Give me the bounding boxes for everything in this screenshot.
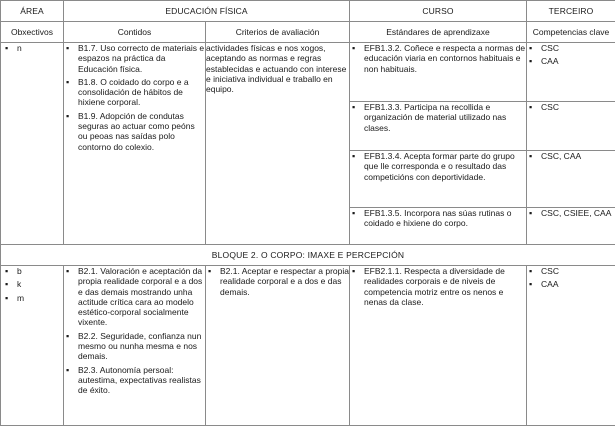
criteria-header: Criterios de avaliación [206,22,350,43]
standard-cell [350,208,527,245]
content-item: ▪ B2.3. Autonomía persoal: autestima, expectativas realistas de éxito. [64,365,205,396]
content-item: ▪ B1.7. Uso correcto de materiais e espazos na práctica da Educación física. [64,43,205,74]
block1-contents-cell [64,43,206,245]
subject-title: EDUCACIÓN FÍSICA [64,1,350,22]
objective-item: ▪ m [1,293,63,303]
standard-item: ▪ EFB1.3.4. Acepta formar parte do grupo que lle corresponda e o resultado das competicións con deportividade. [350,151,526,182]
objectives-header: Obxectivos [1,22,64,43]
year-label: TERCEIRO [527,1,615,22]
content-item: ▪ B1.9. Adopción de condutas seguras ao actuar como peóns ou peoas nas saídas polo contorno do colexio. [64,111,205,152]
competence-item: ▪ CAA [527,279,615,289]
block2-objectives-cell [1,266,64,426]
competences-cell [527,208,615,245]
block1-row-1 [1,43,615,102]
competence-item: ▪ CSC, CSIEE, CAA [527,208,615,218]
standard-item: ▪ EFB1.3.2. Coñece e respecta a normas de educación viaria en contornos habituais e non habituais. [350,43,526,74]
standard-cell [350,151,527,208]
competences-cell [527,151,615,208]
competences-cell [527,43,615,102]
subheader-row [1,22,615,43]
criteria-text: actividades físicas e nos xogos, aceptando as normas e regras establecidas e actuando con interese e iniciativa individual e traballo en equipo. [206,43,347,95]
block2-contents-cell [64,266,206,426]
block2-competences-cell [527,266,615,426]
area-label: ÁREA [1,1,64,22]
standard-cell [350,43,527,102]
header-row [1,1,615,22]
block1-objectives-cell [1,43,64,245]
contents-header: Contidos [64,22,206,43]
competences-header: Competencias clave [527,22,615,43]
block1-criteria-cell [206,43,350,245]
course-label: CURSO [350,1,527,22]
standard-cell [350,102,527,151]
standard-item: ▪ EFB1.3.3. Participa na recollida e organización de material utilizado nas clases. [350,102,526,133]
content-item: ▪ B2.2. Seguridade, confianza nun mesmo ou nunha mesma e nos demais. [64,331,205,362]
standards-header: Estándares de aprendizaxe [350,22,527,43]
criteria-item: ▪ B2.1. Aceptar e respectar a propia realidade corporal e a dos e das demais. [206,266,349,297]
competence-item: ▪ CSC [527,43,615,53]
standard-item: ▪ EFB2.1.1. Respecta a diversidade de realidades corporais e de niveis de competencia motriz entre os nenos e nenas da clase. [350,266,526,307]
objective-item: ▪ n [1,43,63,53]
content-item: ▪ B2.1. Valoración e aceptación da propia realidade corporal e a dos e das demais mostrando unha actitude crítica cara ao modelo estético-corporal socialmente vixente. [64,266,205,328]
block2-standards-cell [350,266,527,426]
objective-item: ▪ k [1,279,63,289]
competences-cell [527,102,615,151]
competence-item: ▪ CAA [527,56,615,66]
competence-item: ▪ CSC [527,102,615,112]
content-item: ▪ B1.8. O coidado do corpo e a consolidación de hábitos de hixiene corporal. [64,77,205,108]
block2-criteria-cell [206,266,350,426]
competence-item: ▪ CSC, CAA [527,151,615,161]
competence-item: ▪ CSC [527,266,615,276]
standard-item: ▪ EFB1.3.5. Incorpora nas súas rutinas o coidado e hixiene do corpo. [350,208,526,229]
block-title: BLOQUE 2. O CORPO: IMAXE E PERCEPCIÓN [1,245,615,266]
block2-row [1,266,615,426]
block2-band-row [1,245,615,266]
objective-item: ▪ b [1,266,63,276]
